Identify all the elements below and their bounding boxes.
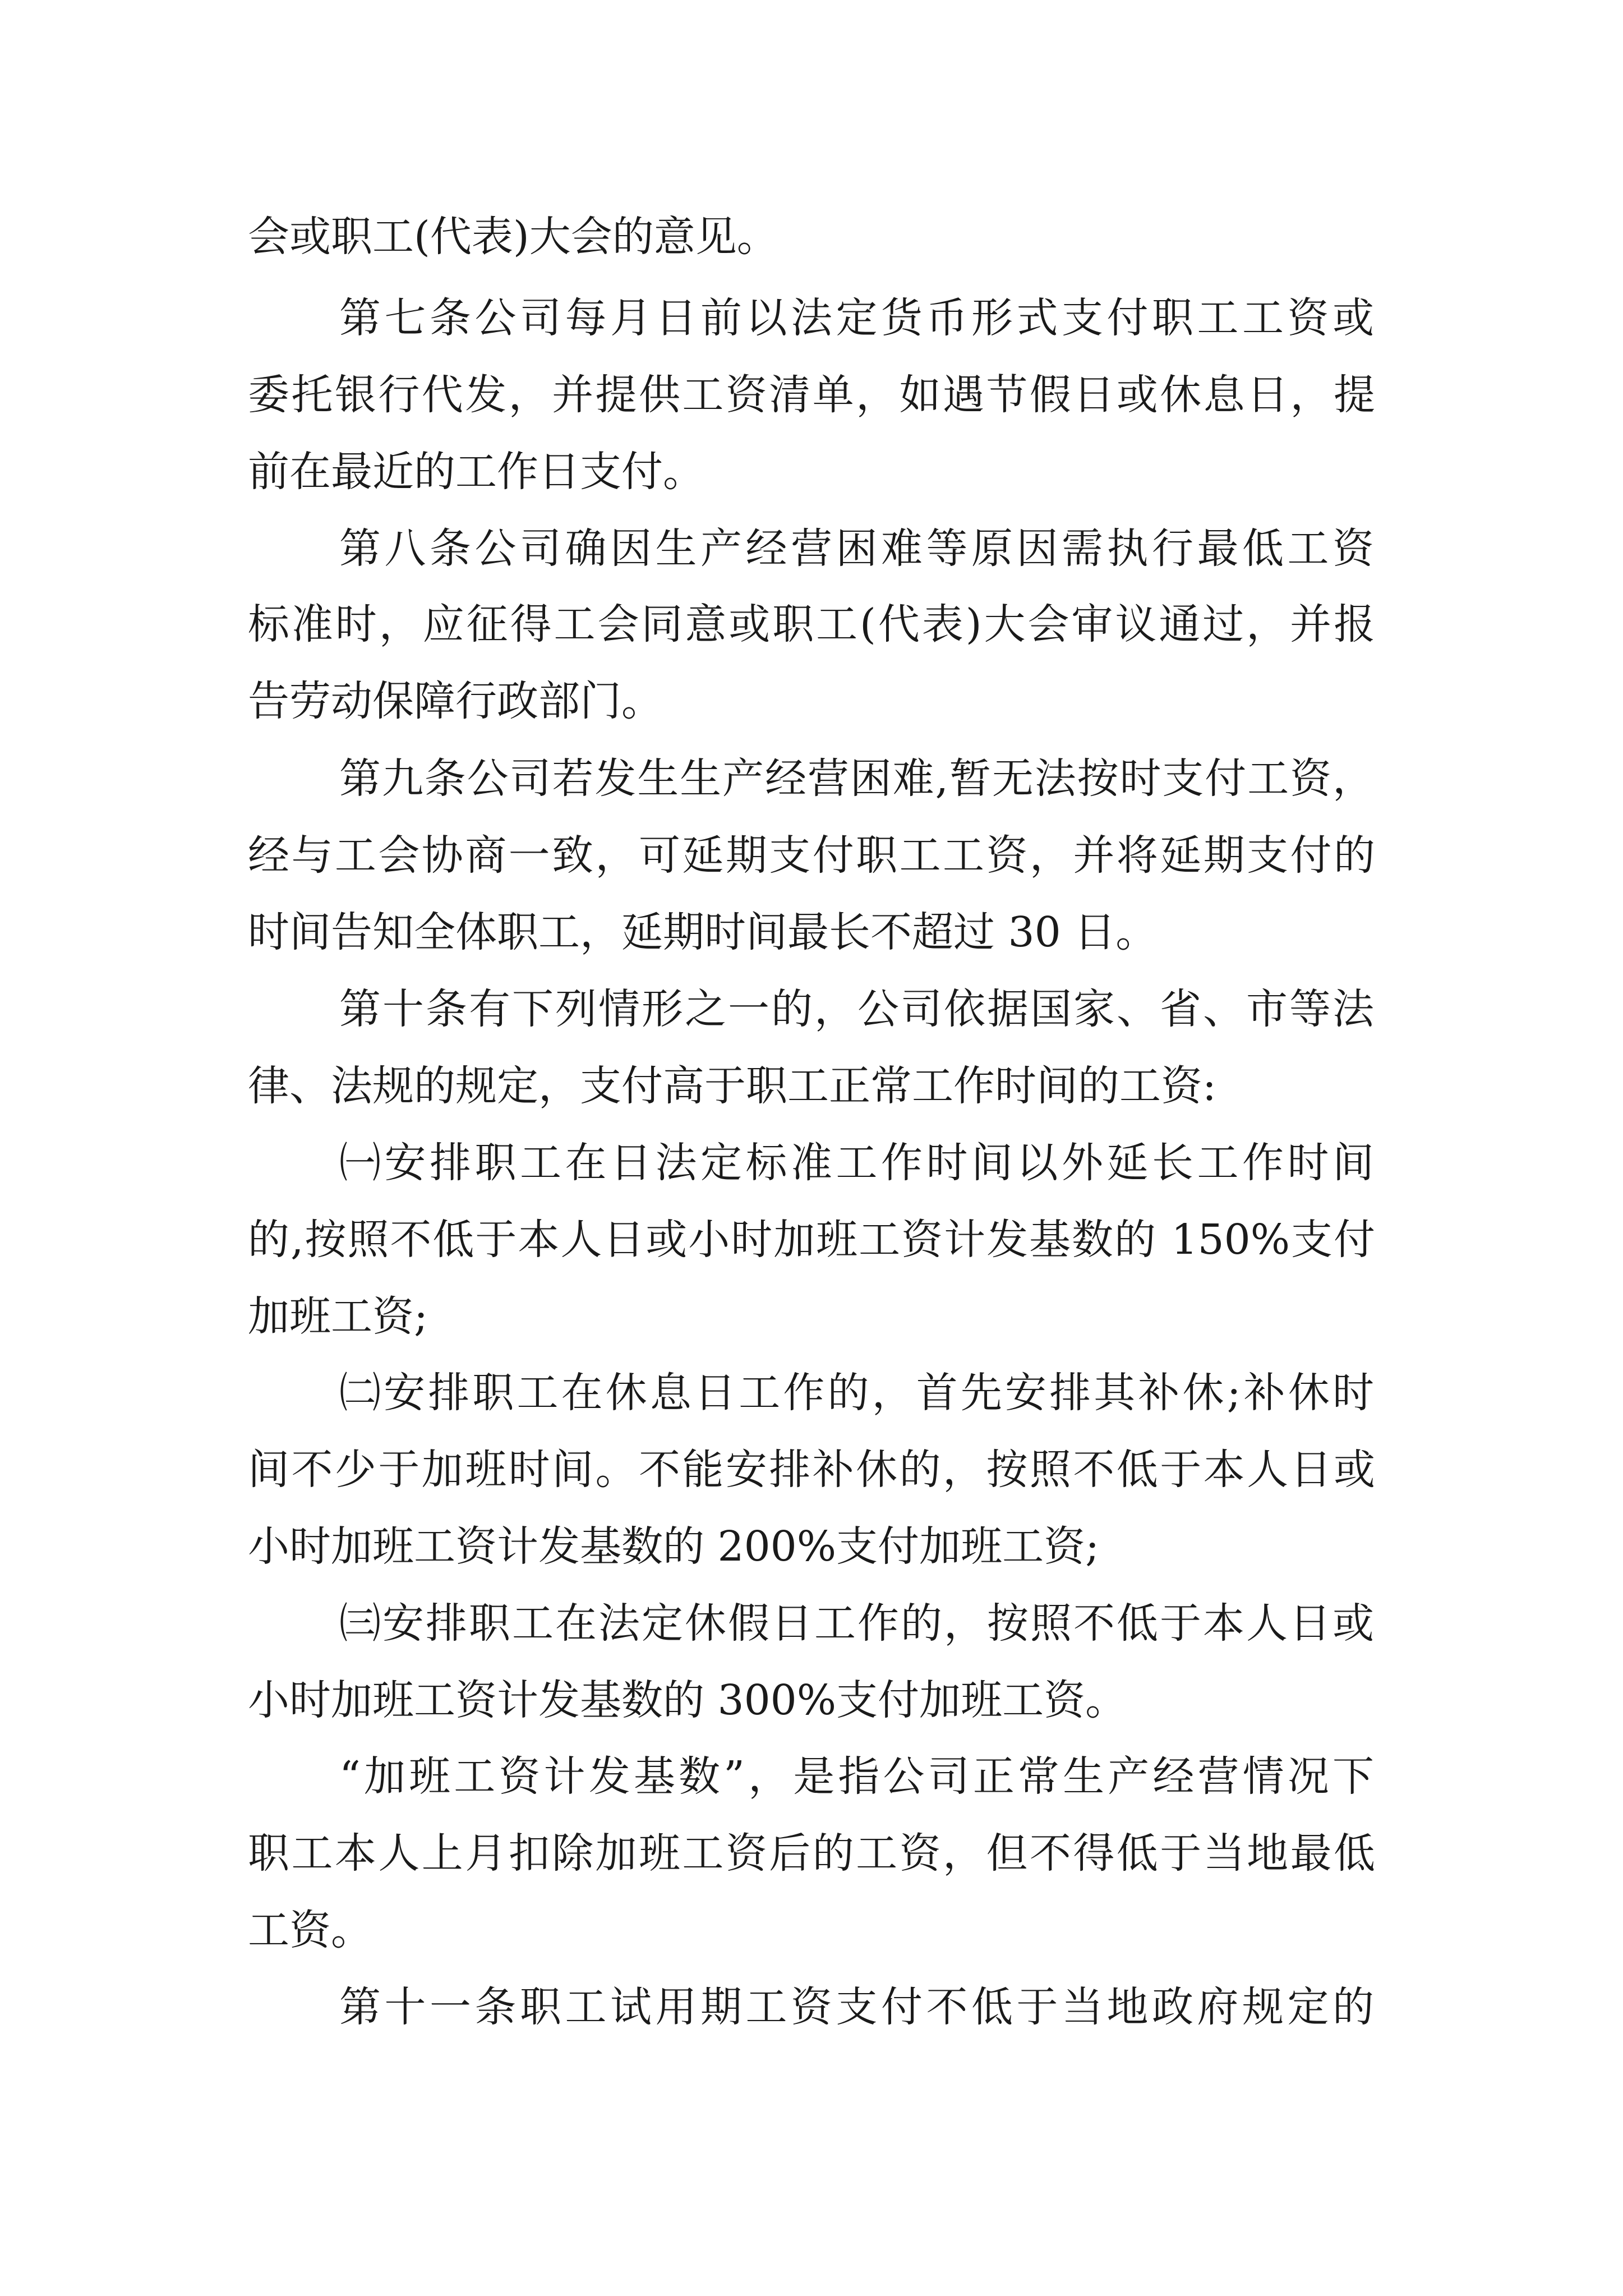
text-line: 小时加班工资计发基数的 200%支付加班工资; [248,1522,1100,1571]
text-line: 第七条公司每月日前以法定货币形式支付职工工资或 [339,294,1374,342]
text-line: 第八条公司确因生产经营困难等原因需执行最低工资 [339,524,1374,573]
text-line: 小时加班工资计发基数的 300%支付加班工资。 [248,1676,1127,1724]
text-line: 的,按照不低于本人日或小时加班工资计发基数的 150%支付 [248,1216,1375,1264]
text-line: 前在最近的工作日支付。 [248,448,704,496]
text-line: 标准时，应征得工会同意或职工(代表)大会审议通过，并报 [248,600,1375,648]
text-line: 第十一条职工试用期工资支付不低于当地政府规定的 [339,1983,1374,2031]
text-line: 委托银行代发，并提供工资清单，如遇节假日或休息日，提 [248,371,1375,419]
text-line: 会或职工(代表)大会的意见。 [248,213,778,261]
text-line: 职工本人上月扣除加班工资后的工资，但不得低于当地最低 [248,1829,1375,1878]
text-line: 律、法规的规定，支付高于职工正常工作时间的工资: [248,1062,1216,1110]
text-line: ㈠安排职工在日法定标准工作时间以外延长工作时间 [339,1139,1374,1187]
text-line: “加班工资计发基数”，是指公司正常生产经营情况下 [339,1752,1374,1801]
text-line: 间不少于加班时间。不能安排补休的，按照不低于本人日或 [248,1446,1375,1494]
text-line: ㈢安排职工在法定休假日工作的，按照不低于本人日或 [339,1599,1374,1648]
text-line: ㈡安排职工在休息日工作的，首先安排其补休;补休时 [339,1369,1374,1417]
text-line: 经与工会协商一致，可延期支付职工工资，并将延期支付的 [248,831,1375,880]
text-line: 告劳动保障行政部门。 [248,677,663,725]
text-line: 第十条有下列情形之一的，公司依据国家、省、市等法 [339,985,1374,1033]
text-line: 工资。 [248,1906,372,1954]
text-line: 加班工资; [248,1292,428,1341]
text-line: 第九条公司若发生生产经营困难,暂无法按时支付工资， [339,754,1374,803]
text-line: 时间告知全体职工，延期时间最长不超过 30 日。 [248,908,1158,956]
